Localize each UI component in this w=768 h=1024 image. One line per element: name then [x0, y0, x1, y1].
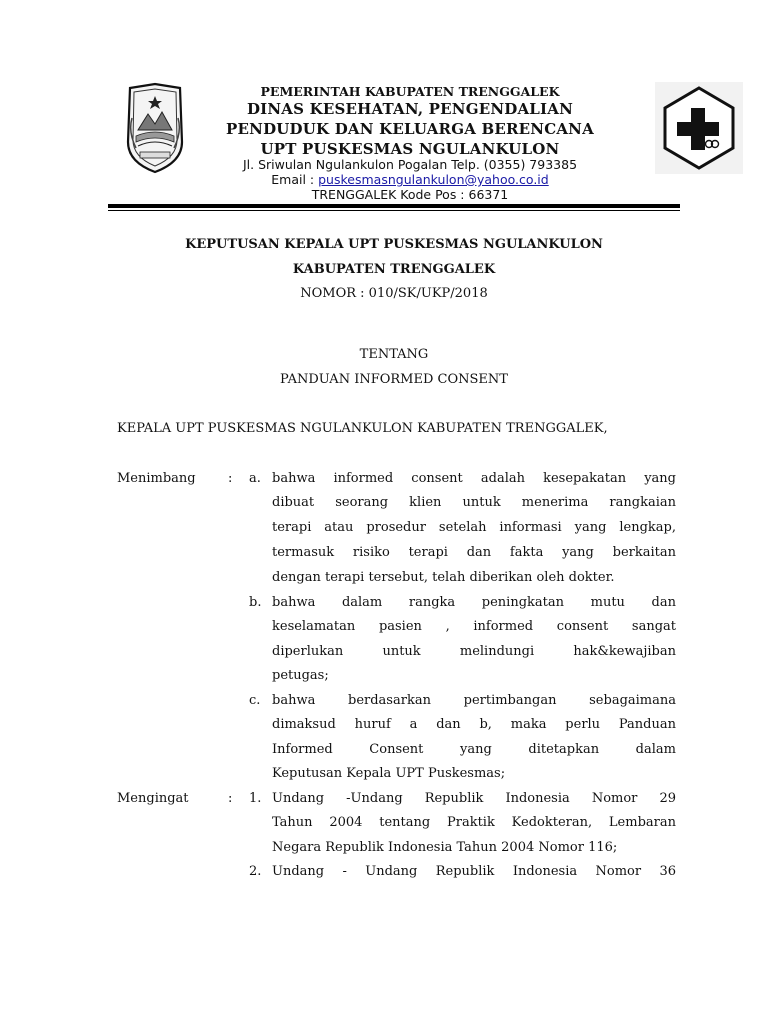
puskesmas-logo	[655, 82, 743, 174]
email-line	[160, 172, 660, 187]
text-line: dimaksud huruf a dan b, maka perlu Panduan	[272, 717, 676, 732]
decree-title-2: KABUPATEN TRENGGALEK	[292, 262, 496, 277]
postal-code: TRENGGALEK Kode Pos : 66371	[311, 187, 509, 202]
mengingat-label: Mengingat	[117, 791, 189, 806]
item-marker: 1.	[249, 791, 262, 806]
item-marker: 2.	[249, 864, 262, 879]
government-name: PEMERINTAH KABUPATEN TRENGGALEK	[260, 84, 560, 99]
text-line: keselamatan pasien , informed consent sangat	[272, 619, 676, 634]
agency-name: DINAS KESEHATAN, PENGENDALIAN	[246, 100, 574, 118]
text-line: Tahun 2004 tentang Praktik Kedokteran, Lembaran	[272, 815, 676, 830]
header-divider-thin	[108, 210, 680, 211]
text-line: petugas;	[272, 668, 329, 683]
header-divider-thick	[108, 204, 680, 208]
text-line: bahwa informed consent adalah kesepakatan yang	[272, 471, 676, 486]
tentang-label: TENTANG	[359, 347, 429, 362]
text-line: Undang - Undang Republik Indonesia Nomor 36	[272, 864, 676, 879]
email-link[interactable]: puskesmasngulankulon@yahoo.co.id	[318, 172, 549, 187]
preamble: KEPALA UPT PUSKESMAS NGULANKULON KABUPATEN TRENGGALEK,	[117, 421, 608, 436]
item-marker: a.	[249, 471, 261, 486]
text-line: bahwa berdasarkan pertimbangan sebagaimana	[272, 693, 676, 708]
decree-title: KEPUTUSAN KEPALA UPT PUSKESMAS NGULANKULON	[185, 237, 603, 252]
email-label: Email :	[271, 172, 319, 187]
menimbang-label: Menimbang	[117, 471, 196, 486]
item-marker: c.	[249, 693, 261, 708]
text-line: diperlukan untuk melindungi hak&kewajiban	[272, 644, 676, 659]
decree-number: NOMOR : 010/SK/UKP/2018	[300, 286, 488, 301]
text-line: Keputusan Kepala UPT Puskesmas;	[272, 766, 506, 781]
text-line: termasuk risiko terapi dan fakta yang berkaitan	[272, 545, 676, 560]
text-line: Undang -Undang Republik Indonesia Nomor 29	[272, 791, 676, 806]
institution-name: UPT PUSKESMAS NGULANKULON	[260, 140, 560, 158]
text-line: bahwa dalam rangka peningkatan mutu dan	[272, 595, 676, 610]
agency-name-2: PENDUDUK DAN KELUARGA BERENCANA	[226, 120, 594, 138]
text-line: dengan terapi tersebut, telah diberikan oleh dokter.	[272, 570, 615, 585]
text-line: terapi atau prosedur setelah informasi yang lengkap,	[272, 520, 676, 535]
menimbang-colon: :	[228, 471, 233, 486]
address: Jl. Sriwulan Ngulankulon Pogalan Telp. (0355) 793385	[242, 157, 578, 172]
text-line: dibuat seorang klien untuk menerima rangkaian	[272, 495, 676, 510]
item-marker: b.	[249, 595, 262, 610]
decree-subject: PANDUAN INFORMED CONSENT	[280, 372, 508, 387]
mengingat-colon: :	[228, 791, 233, 806]
text-line: Negara Republik Indonesia Tahun 2004 Nomor 116;	[272, 840, 618, 855]
text-line: Informed Consent yang ditetapkan dalam	[272, 742, 676, 757]
